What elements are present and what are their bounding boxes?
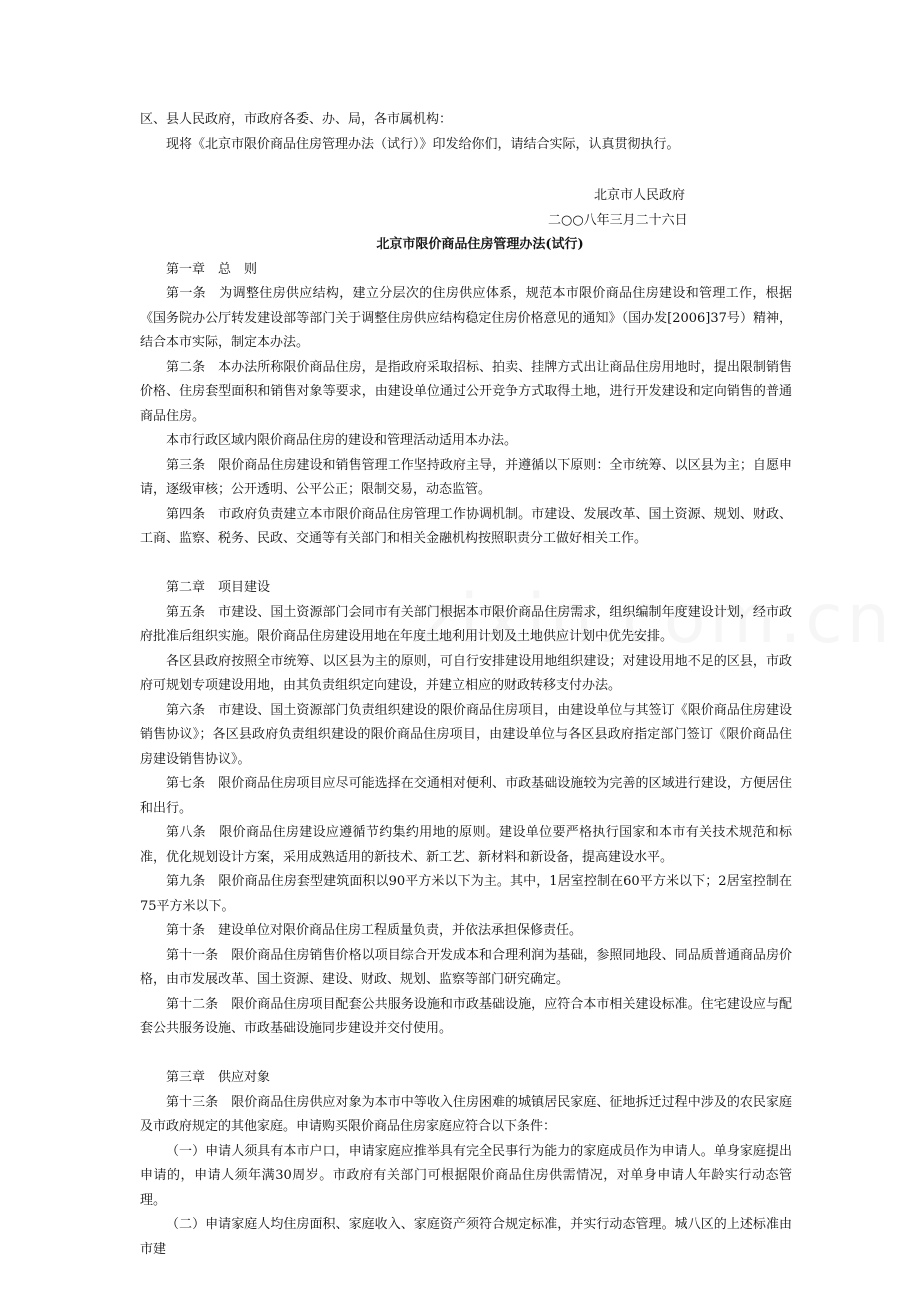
article-11: 第十一条 限价商品住房销售价格以项目综合开发成本和合理利润为基础，参照同地段、同品质普通商品房价格，由市发展改革、国土资源、建设、财政、规划、监察等部门研究确定。 <box>140 947 792 987</box>
article-13: 第十三条 限价商品住房供应对象为本市中等收入住房困难的城镇居民家庭、征地拆迁过程中涉及的农民家庭及市政府规定的其他家庭。申请购买限价商品住房家庭应符合以下条件： <box>140 1094 792 1134</box>
issuer-name: 北京市人民政府 <box>594 188 686 203</box>
condition-2: （二）申请家庭人均住房面积、家庭收入、家庭资产须符合规定标准，并实行动态管理。城八区的上述标准由市建 <box>140 1217 792 1257</box>
article-2: 第二条 本办法所称限价商品住房，是指政府采取招标、拍卖、挂牌方式出让商品住房用地时，提出限制销售价格、住房套型面积和销售对象等要求，由建设单位通过公开竞争方式取得土地，进行开发建设和定向销售的普通商品住房。 <box>140 359 792 424</box>
condition-1: （一）申请人须具有本市户口，申请家庭应推举具有完全民事行为能力的家庭成员作为申请人。单身家庭提出申请的，申请人须年满30周岁。市政府有关部门可根据限价商品住房供需情况，对单身申请人年龄实行动态管理。 <box>140 1143 792 1208</box>
chapter-2-heading: 第二章 项目建设 <box>166 580 271 595</box>
article-7: 第七条 限价商品住房项目应尽可能选择在交通相对便利、市政基础设施较为完善的区域进行建设，方便居住和出行。 <box>140 776 792 816</box>
article-5-district: 各区县政府按照全市统筹、以区县为主的原则，可自行安排建设用地组织建设；对建设用地不足的区县，市政府可规划专项建设用地，由其负责组织定向建设，并建立相应的财政转移支付办法。 <box>140 653 792 693</box>
article-4: 第四条 市政府负责建立本市限价商品住房管理工作协调机制。市建设、发展改革、国土资源、规划、财政、工商、监察、税务、民政、交通等有关部门和相关金融机构按照职责分工做好相关工作。 <box>140 506 792 546</box>
chapter-1-heading: 第一章 总 则 <box>166 261 258 277</box>
article-2-scope: 本市行政区域内限价商品住房的建设和管理活动适用本办法。 <box>166 433 518 448</box>
document-title: 北京市限价商品住房管理办法(试行) <box>376 237 584 252</box>
issue-date: 二○○八年三月二十六日 <box>548 212 688 228</box>
article-10: 第十条 建设单位对限价商品住房工程质量负责，并依法承担保修责任。 <box>166 923 583 938</box>
notice-line: 现将《北京市限价商品住房管理办法（试行）》印发给你们，请结合实际，认真贯彻执行。 <box>166 136 680 152</box>
chapter-3-heading: 第三章 供应对象 <box>166 1070 271 1085</box>
article-5: 第五条 市建设、国土资源部门会同市有关部门根据本市限价商品住房需求，组织编制年度建设计划，经市政府批准后组织实施。限价商品住房建设用地在年度土地利用计划及土地供应计划中优先安排。 <box>140 604 792 644</box>
article-6: 第六条 市建设、国土资源部门负责组织建设的限价商品住房项目，由建设单位与其签订《限价商品住房建设销售协议》；各区县政府负责组织建设的限价商品住房项目，由建设单位与各区县政府指定部门签订《限价商品住房建设销售协议》。 <box>140 702 792 767</box>
document-page <box>140 108 792 1262</box>
article-9: 第九条 限价商品住房套型建筑面积以90平方米以下为主。其中，1居室控制在60平方米以下；2居室控制在75平方米以下。 <box>140 874 792 914</box>
article-8: 第八条 限价商品住房建设应遵循节约集约用地的原则。建设单位要严格执行国家和本市有关技术规范和标准，优化规划设计方案，采用成熟适用的新技术、新工艺、新材料和新设备，提高建设水平。 <box>140 825 792 865</box>
article-3: 第三条 限价商品住房建设和销售管理工作坚持政府主导，并遵循以下原则：全市统筹、以区县为主；自愿申请，逐级审核；公开透明、公平公正；限制交易，动态监管。 <box>140 457 792 497</box>
addressee-line: 区、县人民政府，市政府各委、办、局，各市属机构： <box>140 112 453 127</box>
article-1: 第一条 为调整住房供应结构，建立分层次的住房供应体系，规范本市限价商品住房建设和管理工作，根据《国务院办公厅转发建设部等部门关于调整住房供应结构稳定住房价格意见的通知》（国办发[2006]37号）精神，结合本市实际，制定本办法。 <box>140 286 792 350</box>
article-12: 第十二条 限价商品住房项目配套公共服务设施和市政基础设施，应符合本市相关建设标准。住宅建设应与配套公共服务设施、市政基础设施同步建设并交付使用。 <box>140 996 792 1036</box>
